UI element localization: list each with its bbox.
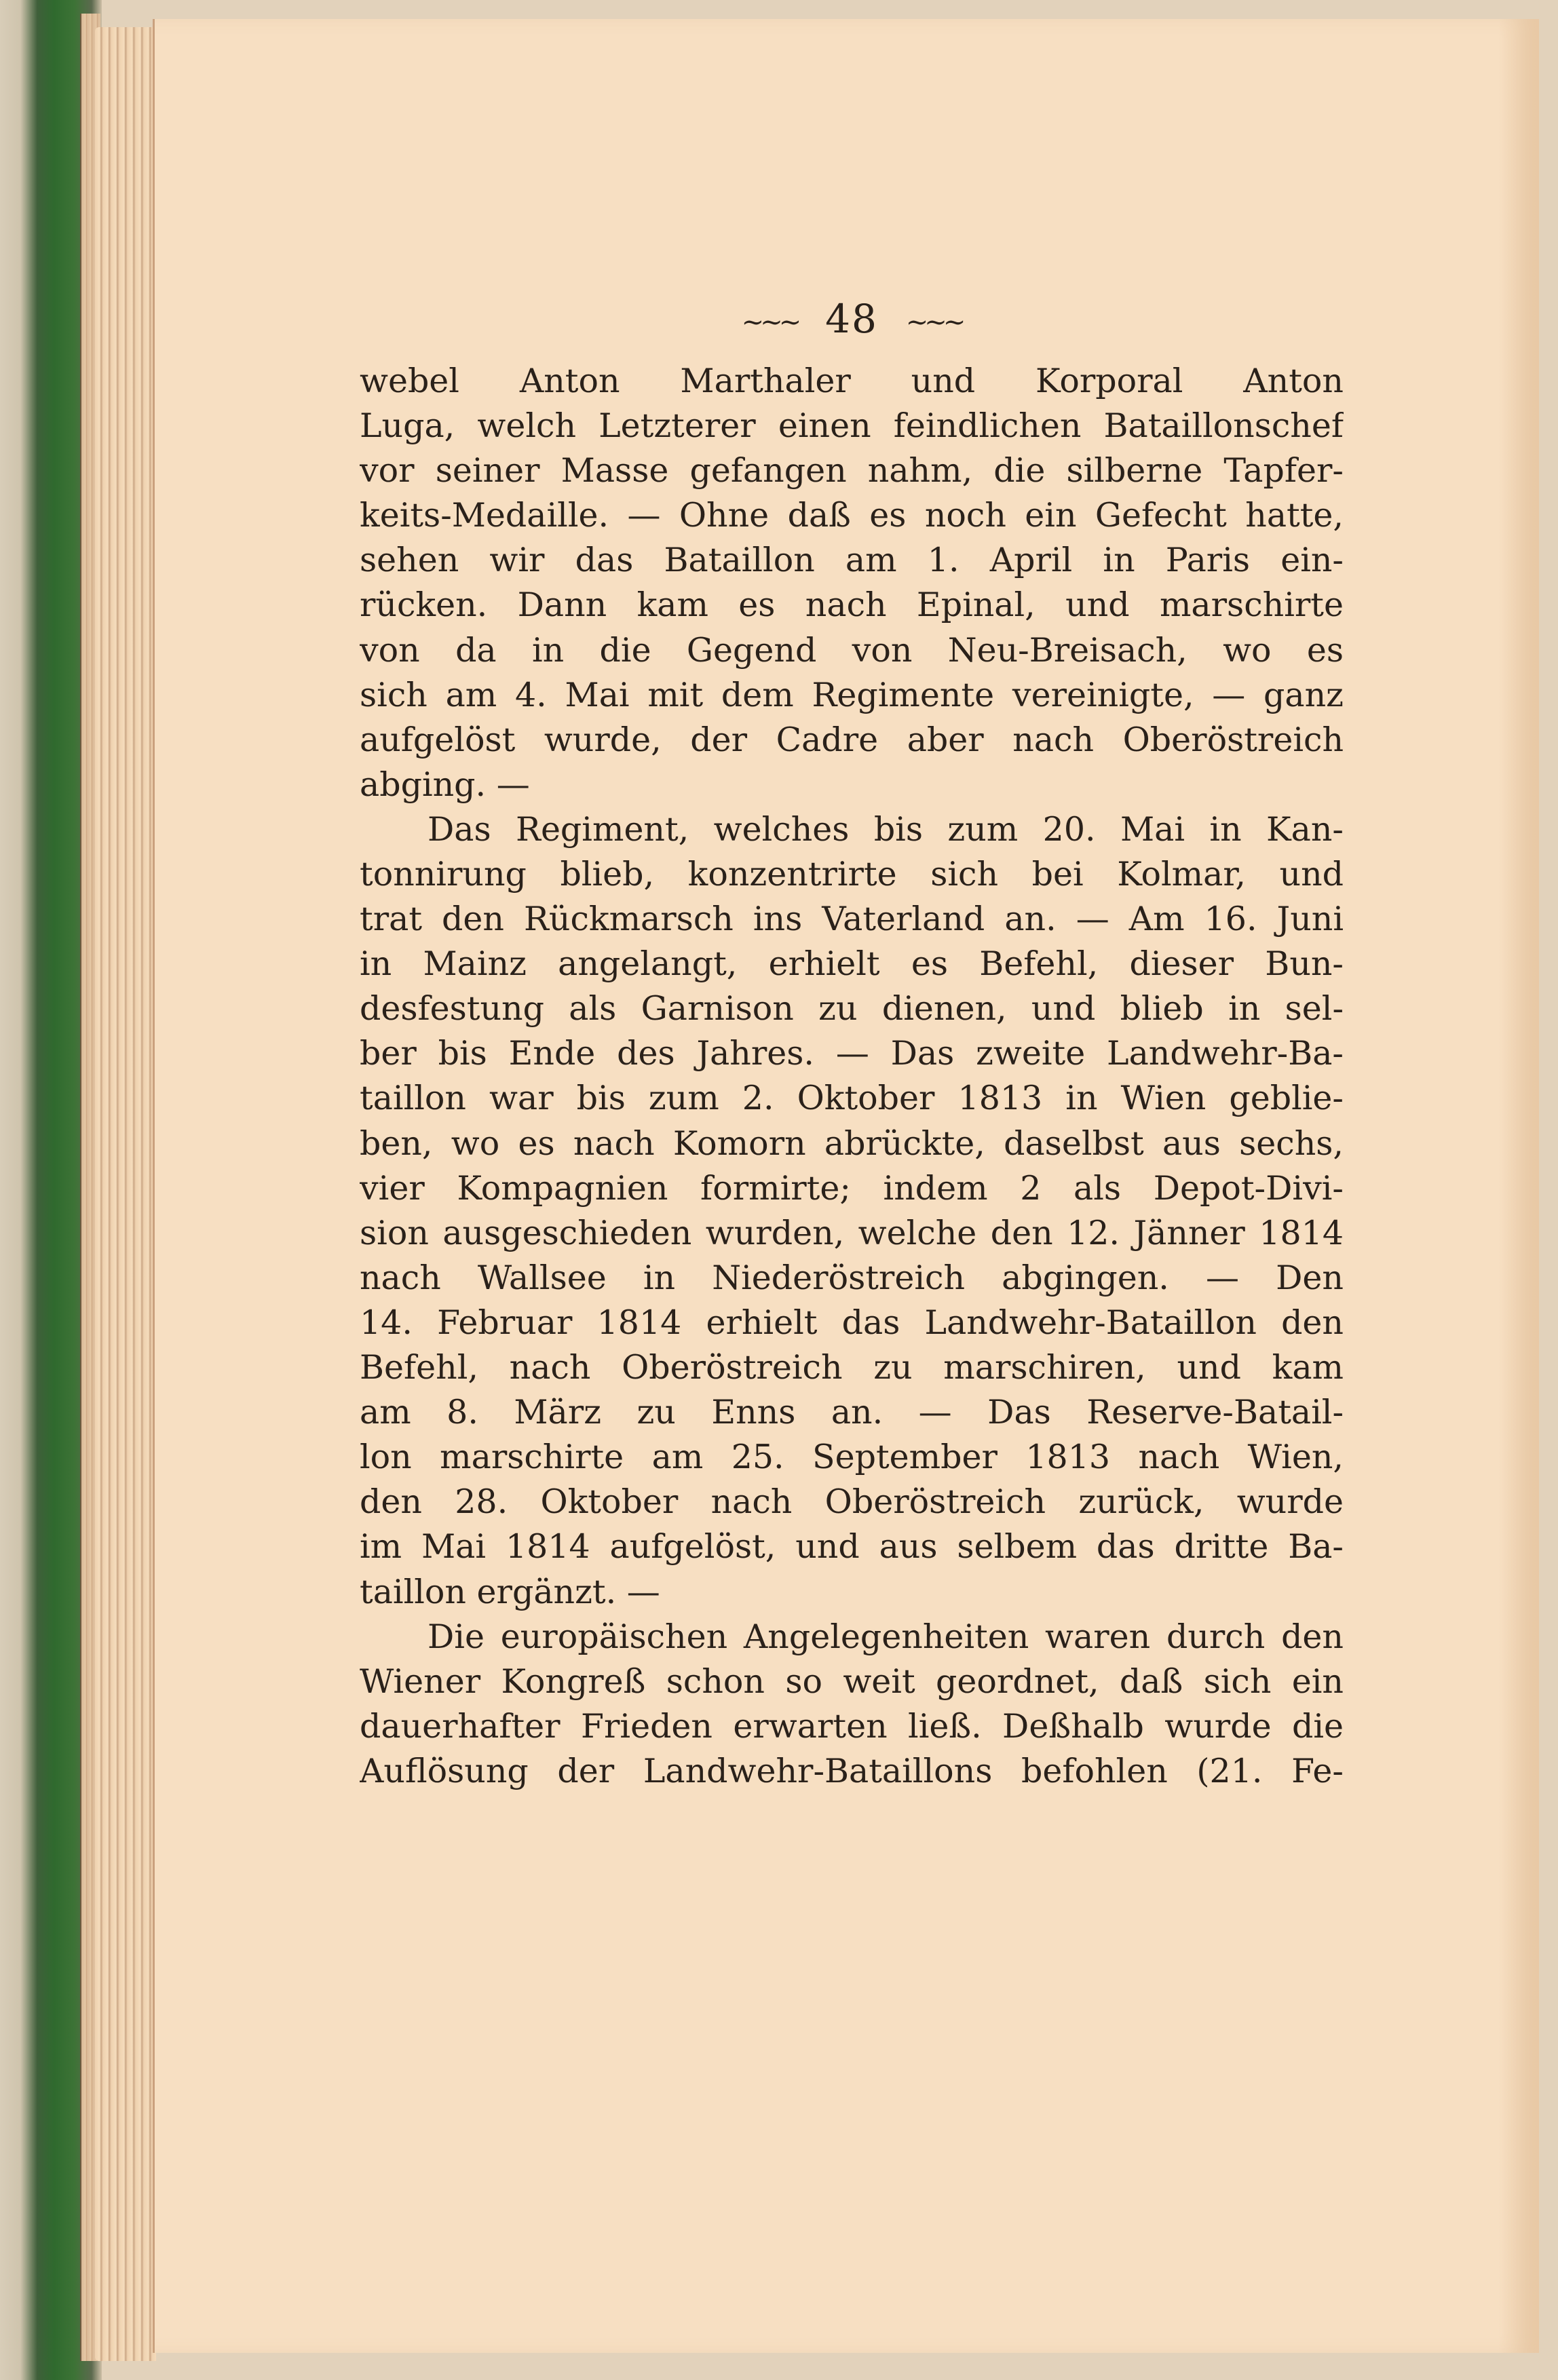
text-line: webel Anton Marthaler und Korporal Anton (360, 361, 1344, 400)
text-line: taillon ergänzt. — (360, 1572, 660, 1611)
text-line: aufgelöst wurde, der Cadre aber nach Oberöstreich (360, 720, 1344, 759)
text-line: Auflösung der Landwehr-Bataillons befohlen (21. Fe- (360, 1751, 1344, 1790)
text-line: vier Kompagnien formirte; indem 2 als Depot-Divi- (360, 1168, 1344, 1208)
text-line: in Mainz angelangt, erhielt es Befehl, dieser Bun- (360, 944, 1344, 984)
text-line: Das Regiment, welches bis zum 20. Mai in Kan- (428, 809, 1344, 849)
text-line: vor seiner Masse gefangen nahm, die silberne Tapfer- (360, 451, 1344, 491)
page-gutter-shade (1498, 19, 1539, 2353)
text-line: lon marschirte am 25. September 1813 nach Wien, (360, 1438, 1344, 1477)
text-line: keits-Medaille. — Ohne daß es noch ein Gefecht hatte, (360, 496, 1344, 535)
text-line: rücken. Dann kam es nach Epinal, und marschirte (360, 586, 1344, 625)
ornament-left: ~~~ (741, 306, 798, 338)
text-line: von da in die Gegend von Neu-Breisach, wo es (360, 630, 1344, 670)
text-line: taillon war bis zum 2. Oktober 1813 in Wien geblie- (360, 1079, 1344, 1118)
page-header (360, 292, 1344, 349)
text-line: ben, wo es nach Komorn abrückte, daselbst aus sechs, (360, 1124, 1344, 1163)
text-line: 14. Februar 1814 erhielt das Landwehr-Bataillon den (360, 1303, 1344, 1342)
text-line: den 28. Oktober nach Oberöstreich zurück, wurde (360, 1482, 1344, 1522)
text-line: Die europäischen Angelegenheiten waren durch den (428, 1617, 1344, 1656)
text-line: Befehl, nach Oberöstreich zu marschiren, und kam (360, 1348, 1344, 1387)
body-text (360, 359, 1344, 1794)
text-line: sich am 4. Mai mit dem Regimente vereinigte, — ganz (360, 675, 1344, 714)
text-line: abging. — (360, 765, 530, 804)
text-line: dauerhafter Frieden erwarten ließ. Deßhalb wurde die (360, 1706, 1344, 1746)
text-line: sion ausgeschieden wurden, welche den 12. Jänner 1814 (360, 1213, 1344, 1252)
text-line: am 8. März zu Enns an. — Das Reserve-Batail- (360, 1393, 1344, 1432)
text-line: sehen wir das Bataillon am 1. April in Paris ein- (360, 541, 1344, 580)
text-line: desfestung als Garnison zu dienen, und blieb in sel- (360, 989, 1344, 1029)
text-line: im Mai 1814 aufgelöst, und aus selbem das dritte Ba- (360, 1527, 1344, 1567)
page-text-block (360, 292, 1344, 1794)
page-number: 48 (825, 296, 878, 342)
text-line: nach Wallsee in Niederöstreich abgingen. — Den (360, 1258, 1344, 1297)
text-line: tonnirung blieb, konzentrirte sich bei Kolmar, und (360, 855, 1344, 894)
text-line: trat den Rückmarsch ins Vaterland an. — Am 16. Juni (360, 900, 1344, 939)
page-stack-edges (95, 27, 156, 2361)
text-line: Wiener Kongreß schon so weit geordnet, daß sich ein (360, 1662, 1344, 1701)
text-line: Luga, welch Letzterer einen feindlichen Bataillonschef (360, 406, 1344, 446)
ornament-right: ~~~ (905, 306, 962, 338)
text-line: ber bis Ende des Jahres. — Das zweite Landwehr-Ba- (360, 1034, 1344, 1073)
